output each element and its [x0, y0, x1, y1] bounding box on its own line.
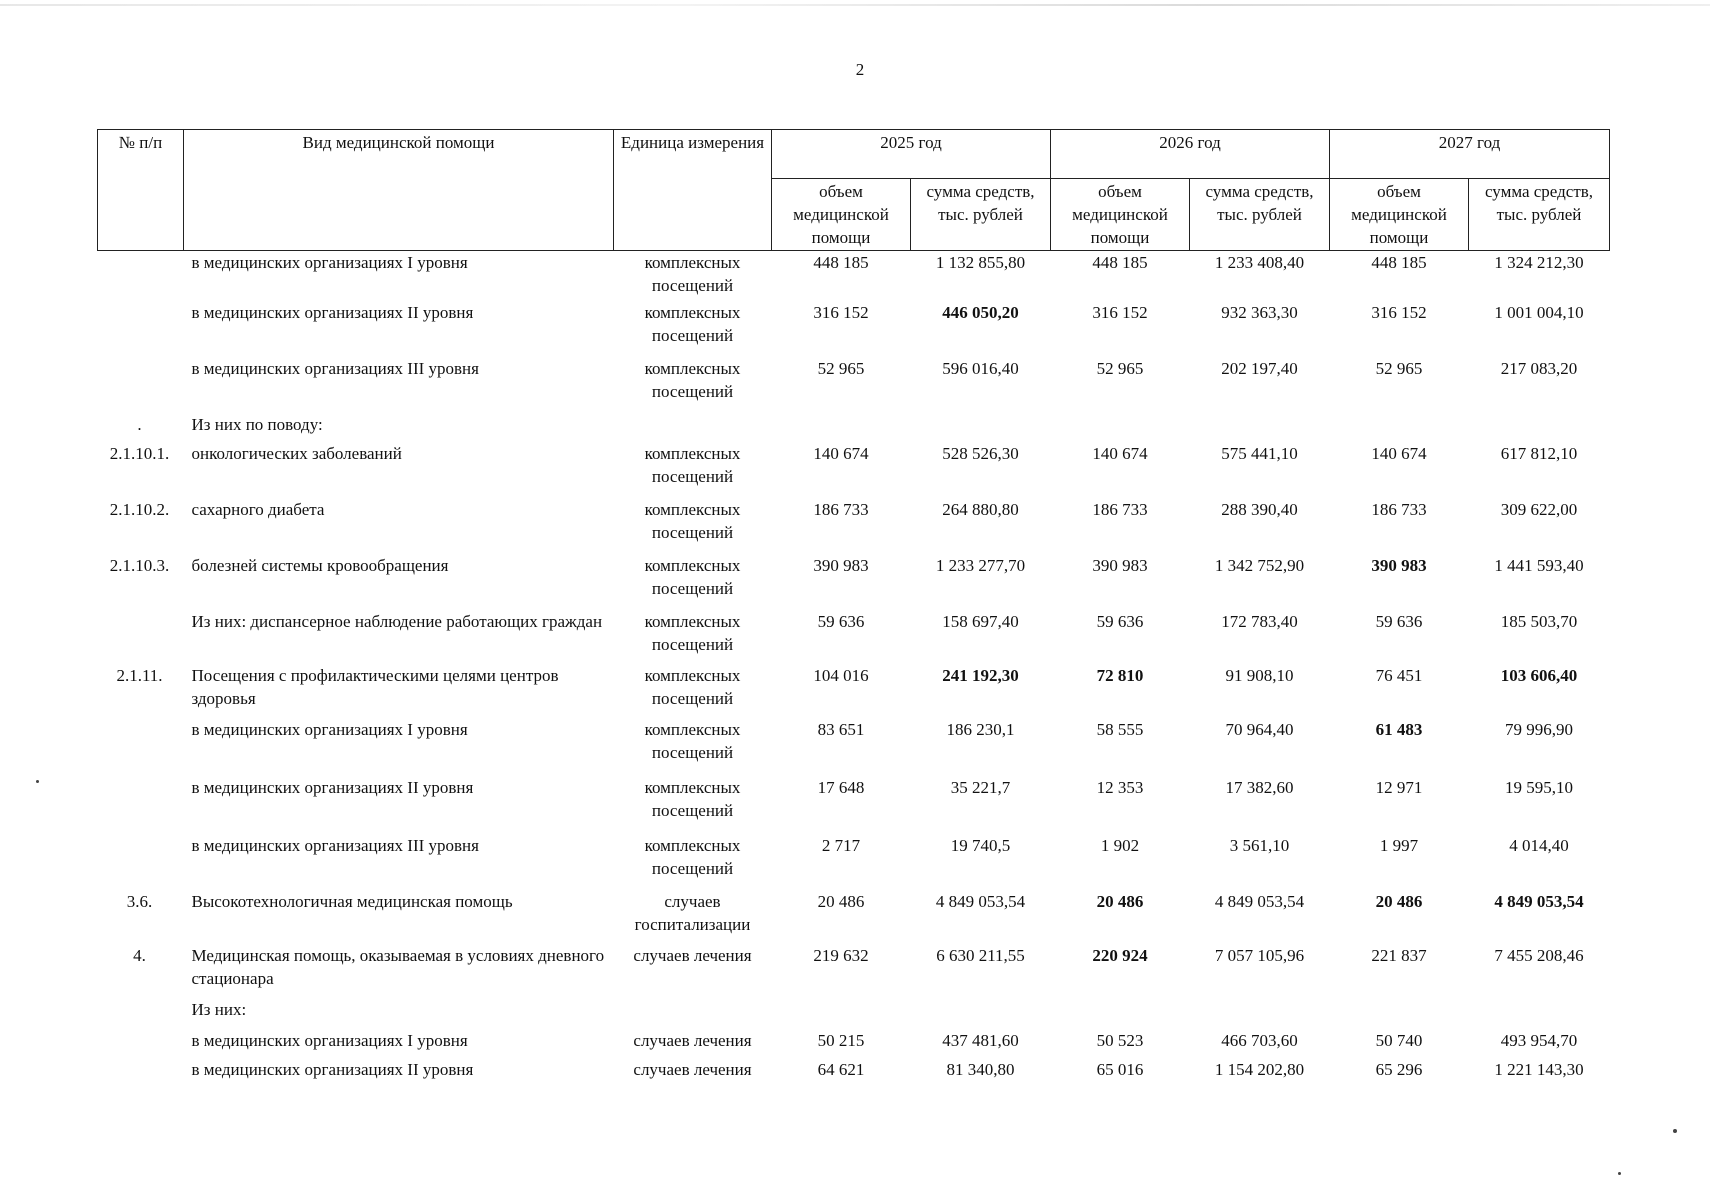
- table-row: [98, 251, 1610, 302]
- row-name: Из них по поводу:: [191, 415, 323, 434]
- sum-2025-cell: [911, 413, 1051, 442]
- row-unit: комплексных посещений: [644, 666, 741, 708]
- sum-2027-cell: [1469, 998, 1610, 1029]
- volume-2025-cell: 83 651: [817, 720, 865, 739]
- row-unit: случаев лечения: [633, 1031, 752, 1050]
- volume-2027-cell: 186 733: [1371, 500, 1427, 519]
- volume-2027-cell: 59 636: [1375, 612, 1423, 631]
- header-sum-2026: сумма средств, тыс. рублей: [1190, 179, 1330, 251]
- volume-2027-cell: 76 451: [1375, 666, 1423, 685]
- sum-2025-cell: 6 630 211,55: [936, 946, 1025, 965]
- volume-2027-cell: 50 740: [1375, 1031, 1423, 1050]
- row-unit: комплексных посещений: [644, 500, 741, 542]
- sum-2027-cell: 217 083,20: [1500, 359, 1578, 378]
- row-name: в медицинских организациях I уровня: [191, 1031, 468, 1050]
- volume-2025-cell: 59 636: [817, 612, 865, 631]
- row-number: 3.6.: [126, 892, 153, 911]
- table-row: [98, 834, 1610, 890]
- sum-2025-cell: 241 192,30: [942, 666, 1019, 685]
- row-name: Высокотехнологичная медицинская помощь: [191, 892, 513, 911]
- table-row: [98, 664, 1610, 718]
- row-name: в медицинских организациях II уровня: [191, 778, 474, 797]
- sum-2027-cell: 19 595,10: [1505, 778, 1573, 797]
- sum-2026-cell: [1190, 998, 1330, 1029]
- sum-2026-cell: 932 363,30: [1221, 303, 1298, 322]
- sum-2027-cell: 1 441 593,40: [1494, 556, 1584, 575]
- table-row: [98, 301, 1610, 357]
- scan-artifact-line: [0, 4, 1710, 6]
- sum-2025-cell: 596 016,40: [942, 359, 1019, 378]
- sum-2027-cell: 7 455 208,46: [1494, 946, 1584, 965]
- sum-2025-cell: 35 221,7: [950, 778, 1011, 797]
- volume-2026-cell: 12 353: [1096, 778, 1144, 797]
- header-sum-2025: сумма средств, тыс. рублей: [911, 179, 1051, 251]
- row-name: Посещения с профилактическими целями центров здоровья: [191, 666, 559, 708]
- sum-2025-cell: 4 849 053,54: [935, 892, 1026, 911]
- volume-2026-cell: 140 674: [1092, 444, 1148, 463]
- row-number: [98, 718, 184, 776]
- row-number: [98, 357, 184, 413]
- header-unit: Единица измерения: [614, 130, 772, 251]
- sum-2027-cell: 103 606,40: [1500, 666, 1578, 685]
- table-row: [98, 998, 1610, 1029]
- header-volume-2027: объем медицинской помощи: [1330, 179, 1469, 251]
- sum-2025-cell: 81 340,80: [946, 1060, 1015, 1079]
- row-unit: случаев лечения: [633, 1060, 752, 1079]
- sum-2025-cell: 158 697,40: [942, 612, 1019, 631]
- volume-2025-cell: 104 016: [813, 666, 869, 685]
- volume-2027-cell: 448 185: [1371, 253, 1427, 272]
- sum-2026-cell: 7 057 105,96: [1214, 946, 1305, 965]
- sum-2026-cell: 466 703,60: [1221, 1031, 1298, 1050]
- volume-2027-cell: 221 837: [1371, 946, 1427, 965]
- volume-2027-cell: 52 965: [1375, 359, 1423, 378]
- row-unit: комплексных посещений: [644, 556, 741, 598]
- table-row: [98, 442, 1610, 498]
- sum-2025-cell: 1 132 855,80: [935, 253, 1026, 272]
- page-number: 2: [855, 60, 865, 79]
- sum-2026-cell: 1 342 752,90: [1214, 556, 1305, 575]
- table-row: [98, 890, 1610, 944]
- volume-2026-cell: 390 983: [1092, 556, 1148, 575]
- row-name: в медицинских организациях II уровня: [191, 1060, 474, 1079]
- row-number: [98, 1058, 184, 1081]
- row-number: [98, 834, 184, 890]
- sum-2027-cell: 1 221 143,30: [1494, 1060, 1584, 1079]
- volume-2025-cell: 219 632: [813, 946, 869, 965]
- table-row: [98, 776, 1610, 834]
- volume-2026-cell: [1051, 413, 1190, 442]
- row-name: в медицинских организациях II уровня: [191, 303, 474, 322]
- volume-2026-cell: 1 902: [1100, 836, 1140, 855]
- volume-2027-cell: [1330, 998, 1469, 1029]
- row-name: онкологических заболеваний: [191, 444, 402, 463]
- row-number: [98, 998, 184, 1029]
- volume-2025-cell: 2 717: [821, 836, 861, 855]
- sum-2026-cell: [1190, 413, 1330, 442]
- sum-2026-cell: 202 197,40: [1221, 359, 1298, 378]
- row-number: 4.: [133, 946, 146, 965]
- header-kind: Вид медицинской помощи: [184, 130, 614, 251]
- volume-2025-cell: 186 733: [813, 500, 869, 519]
- sum-2027-cell: 4 849 053,54: [1494, 892, 1584, 911]
- volume-2027-cell: 390 983: [1371, 556, 1427, 575]
- sum-2027-cell: 309 622,00: [1500, 500, 1578, 519]
- volume-2026-cell: 220 924: [1092, 946, 1148, 965]
- volume-2025-cell: 50 215: [817, 1031, 865, 1050]
- volume-2027-cell: 140 674: [1371, 444, 1427, 463]
- sum-2027-cell: 1 001 004,10: [1494, 303, 1584, 322]
- table-row: [98, 944, 1610, 998]
- table-row: [98, 498, 1610, 554]
- row-unit: случаев лечения: [633, 946, 752, 965]
- table-row: [98, 1058, 1610, 1081]
- volume-2025-cell: 448 185: [813, 253, 869, 272]
- budget-table: [97, 129, 1610, 1081]
- sum-2027-cell: 1 324 212,30: [1494, 253, 1584, 272]
- table-body: [98, 251, 1610, 1082]
- sum-2025-cell: 186 230,1: [946, 720, 1015, 739]
- sum-2025-cell: [911, 998, 1051, 1029]
- row-number: [98, 301, 184, 357]
- volume-2025-cell: 17 648: [817, 778, 865, 797]
- table-row: [98, 554, 1610, 610]
- scan-speck: [1618, 1172, 1621, 1175]
- sum-2026-cell: 1 154 202,80: [1214, 1060, 1305, 1079]
- row-name: в медицинских организациях III уровня: [191, 359, 479, 378]
- volume-2026-cell: 50 523: [1096, 1031, 1144, 1050]
- row-unit: комплексных посещений: [644, 778, 741, 820]
- row-unit: комплексных посещений: [644, 720, 741, 762]
- row-number: .: [137, 415, 142, 434]
- row-unit: комплексных посещений: [644, 612, 741, 654]
- row-number: [98, 251, 184, 302]
- sum-2027-cell: [1469, 413, 1610, 442]
- row-number: 2.1.10.3.: [109, 556, 170, 575]
- header-num: № п/п: [98, 130, 184, 251]
- header-year-2025: 2025 год: [772, 130, 1051, 179]
- row-number: [98, 1029, 184, 1058]
- row-name: Медицинская помощь, оказываемая в условиях дневного стационара: [191, 946, 605, 988]
- volume-2027-cell: 1 997: [1379, 836, 1419, 855]
- row-unit: случаев госпитализации: [634, 892, 751, 934]
- sum-2026-cell: 70 964,40: [1225, 720, 1294, 739]
- header-sum-2027: сумма средств, тыс. рублей: [1469, 179, 1610, 251]
- volume-2025-cell: 316 152: [813, 303, 869, 322]
- volume-2026-cell: 316 152: [1092, 303, 1148, 322]
- sum-2025-cell: 264 880,80: [942, 500, 1019, 519]
- row-name: в медицинских организациях III уровня: [191, 836, 479, 855]
- row-name: в медицинских организациях I уровня: [191, 253, 468, 272]
- volume-2025-cell: 390 983: [813, 556, 869, 575]
- table-row: [98, 610, 1610, 664]
- scan-speck: [36, 780, 39, 783]
- sum-2026-cell: 172 783,40: [1221, 612, 1298, 631]
- volume-2026-cell: 52 965: [1096, 359, 1144, 378]
- sum-2025-cell: 19 740,5: [950, 836, 1011, 855]
- table-row: [98, 1029, 1610, 1058]
- sum-2026-cell: 3 561,10: [1229, 836, 1290, 855]
- row-number: [98, 776, 184, 834]
- volume-2025-cell: [772, 998, 911, 1029]
- sum-2027-cell: 185 503,70: [1500, 612, 1578, 631]
- table-row: [98, 357, 1610, 413]
- sum-2026-cell: 17 382,60: [1225, 778, 1294, 797]
- volume-2027-cell: 20 486: [1375, 892, 1423, 911]
- row-name: в медицинских организациях I уровня: [191, 720, 468, 739]
- sum-2026-cell: 91 908,10: [1225, 666, 1294, 685]
- row-unit: [614, 413, 772, 442]
- volume-2025-cell: 52 965: [817, 359, 865, 378]
- volume-2026-cell: 58 555: [1096, 720, 1144, 739]
- row-number: 2.1.10.2.: [109, 500, 170, 519]
- volume-2025-cell: [772, 413, 911, 442]
- volume-2025-cell: 64 621: [817, 1060, 865, 1079]
- volume-2025-cell: 20 486: [817, 892, 865, 911]
- volume-2026-cell: 186 733: [1092, 500, 1148, 519]
- row-unit: комплексных посещений: [644, 836, 741, 878]
- volume-2025-cell: 140 674: [813, 444, 869, 463]
- volume-2027-cell: 61 483: [1375, 720, 1423, 739]
- sum-2025-cell: 1 233 277,70: [935, 556, 1026, 575]
- row-number: [98, 610, 184, 664]
- sum-2027-cell: 493 954,70: [1500, 1031, 1578, 1050]
- row-name: Из них:: [191, 1000, 247, 1019]
- volume-2026-cell: 72 810: [1096, 666, 1144, 685]
- sum-2025-cell: 437 481,60: [942, 1031, 1019, 1050]
- volume-2027-cell: [1330, 413, 1469, 442]
- volume-2026-cell: 65 016: [1096, 1060, 1144, 1079]
- row-name: Из них: диспансерное наблюдение работающих граждан: [191, 612, 603, 631]
- volume-2026-cell: 20 486: [1096, 892, 1144, 911]
- scan-speck: [1673, 1129, 1677, 1133]
- volume-2027-cell: 65 296: [1375, 1060, 1423, 1079]
- row-name: болезней системы кровообращения: [191, 556, 449, 575]
- row-unit: комплексных посещений: [644, 359, 741, 401]
- sum-2026-cell: 4 849 053,54: [1214, 892, 1305, 911]
- volume-2026-cell: [1051, 998, 1190, 1029]
- sum-2025-cell: 446 050,20: [942, 303, 1019, 322]
- volume-2026-cell: 448 185: [1092, 253, 1148, 272]
- volume-2027-cell: 316 152: [1371, 303, 1427, 322]
- header-volume-2025: объем медицинской помощи: [772, 179, 911, 251]
- row-number: 2.1.11.: [116, 666, 163, 685]
- sum-2025-cell: 528 526,30: [942, 444, 1019, 463]
- sum-2027-cell: 79 996,90: [1505, 720, 1573, 739]
- header-year-2026: 2026 год: [1051, 130, 1330, 179]
- sum-2027-cell: 617 812,10: [1500, 444, 1578, 463]
- table-header: [98, 130, 1610, 251]
- sum-2026-cell: 1 233 408,40: [1214, 253, 1305, 272]
- volume-2027-cell: 12 971: [1375, 778, 1423, 797]
- sum-2026-cell: 575 441,10: [1221, 444, 1298, 463]
- sum-2026-cell: 288 390,40: [1221, 500, 1298, 519]
- sum-2027-cell: 4 014,40: [1509, 836, 1569, 855]
- header-volume-2026: объем медицинской помощи: [1051, 179, 1190, 251]
- header-year-2027: 2027 год: [1330, 130, 1610, 179]
- row-unit: комплексных посещений: [644, 253, 741, 295]
- row-unit: [614, 998, 772, 1029]
- row-number: 2.1.10.1.: [109, 444, 170, 463]
- row-unit: комплексных посещений: [644, 303, 741, 345]
- volume-2026-cell: 59 636: [1096, 612, 1144, 631]
- row-unit: комплексных посещений: [644, 444, 741, 486]
- row-name: сахарного диабета: [191, 500, 325, 519]
- table-row: [98, 413, 1610, 442]
- table-row: [98, 718, 1610, 776]
